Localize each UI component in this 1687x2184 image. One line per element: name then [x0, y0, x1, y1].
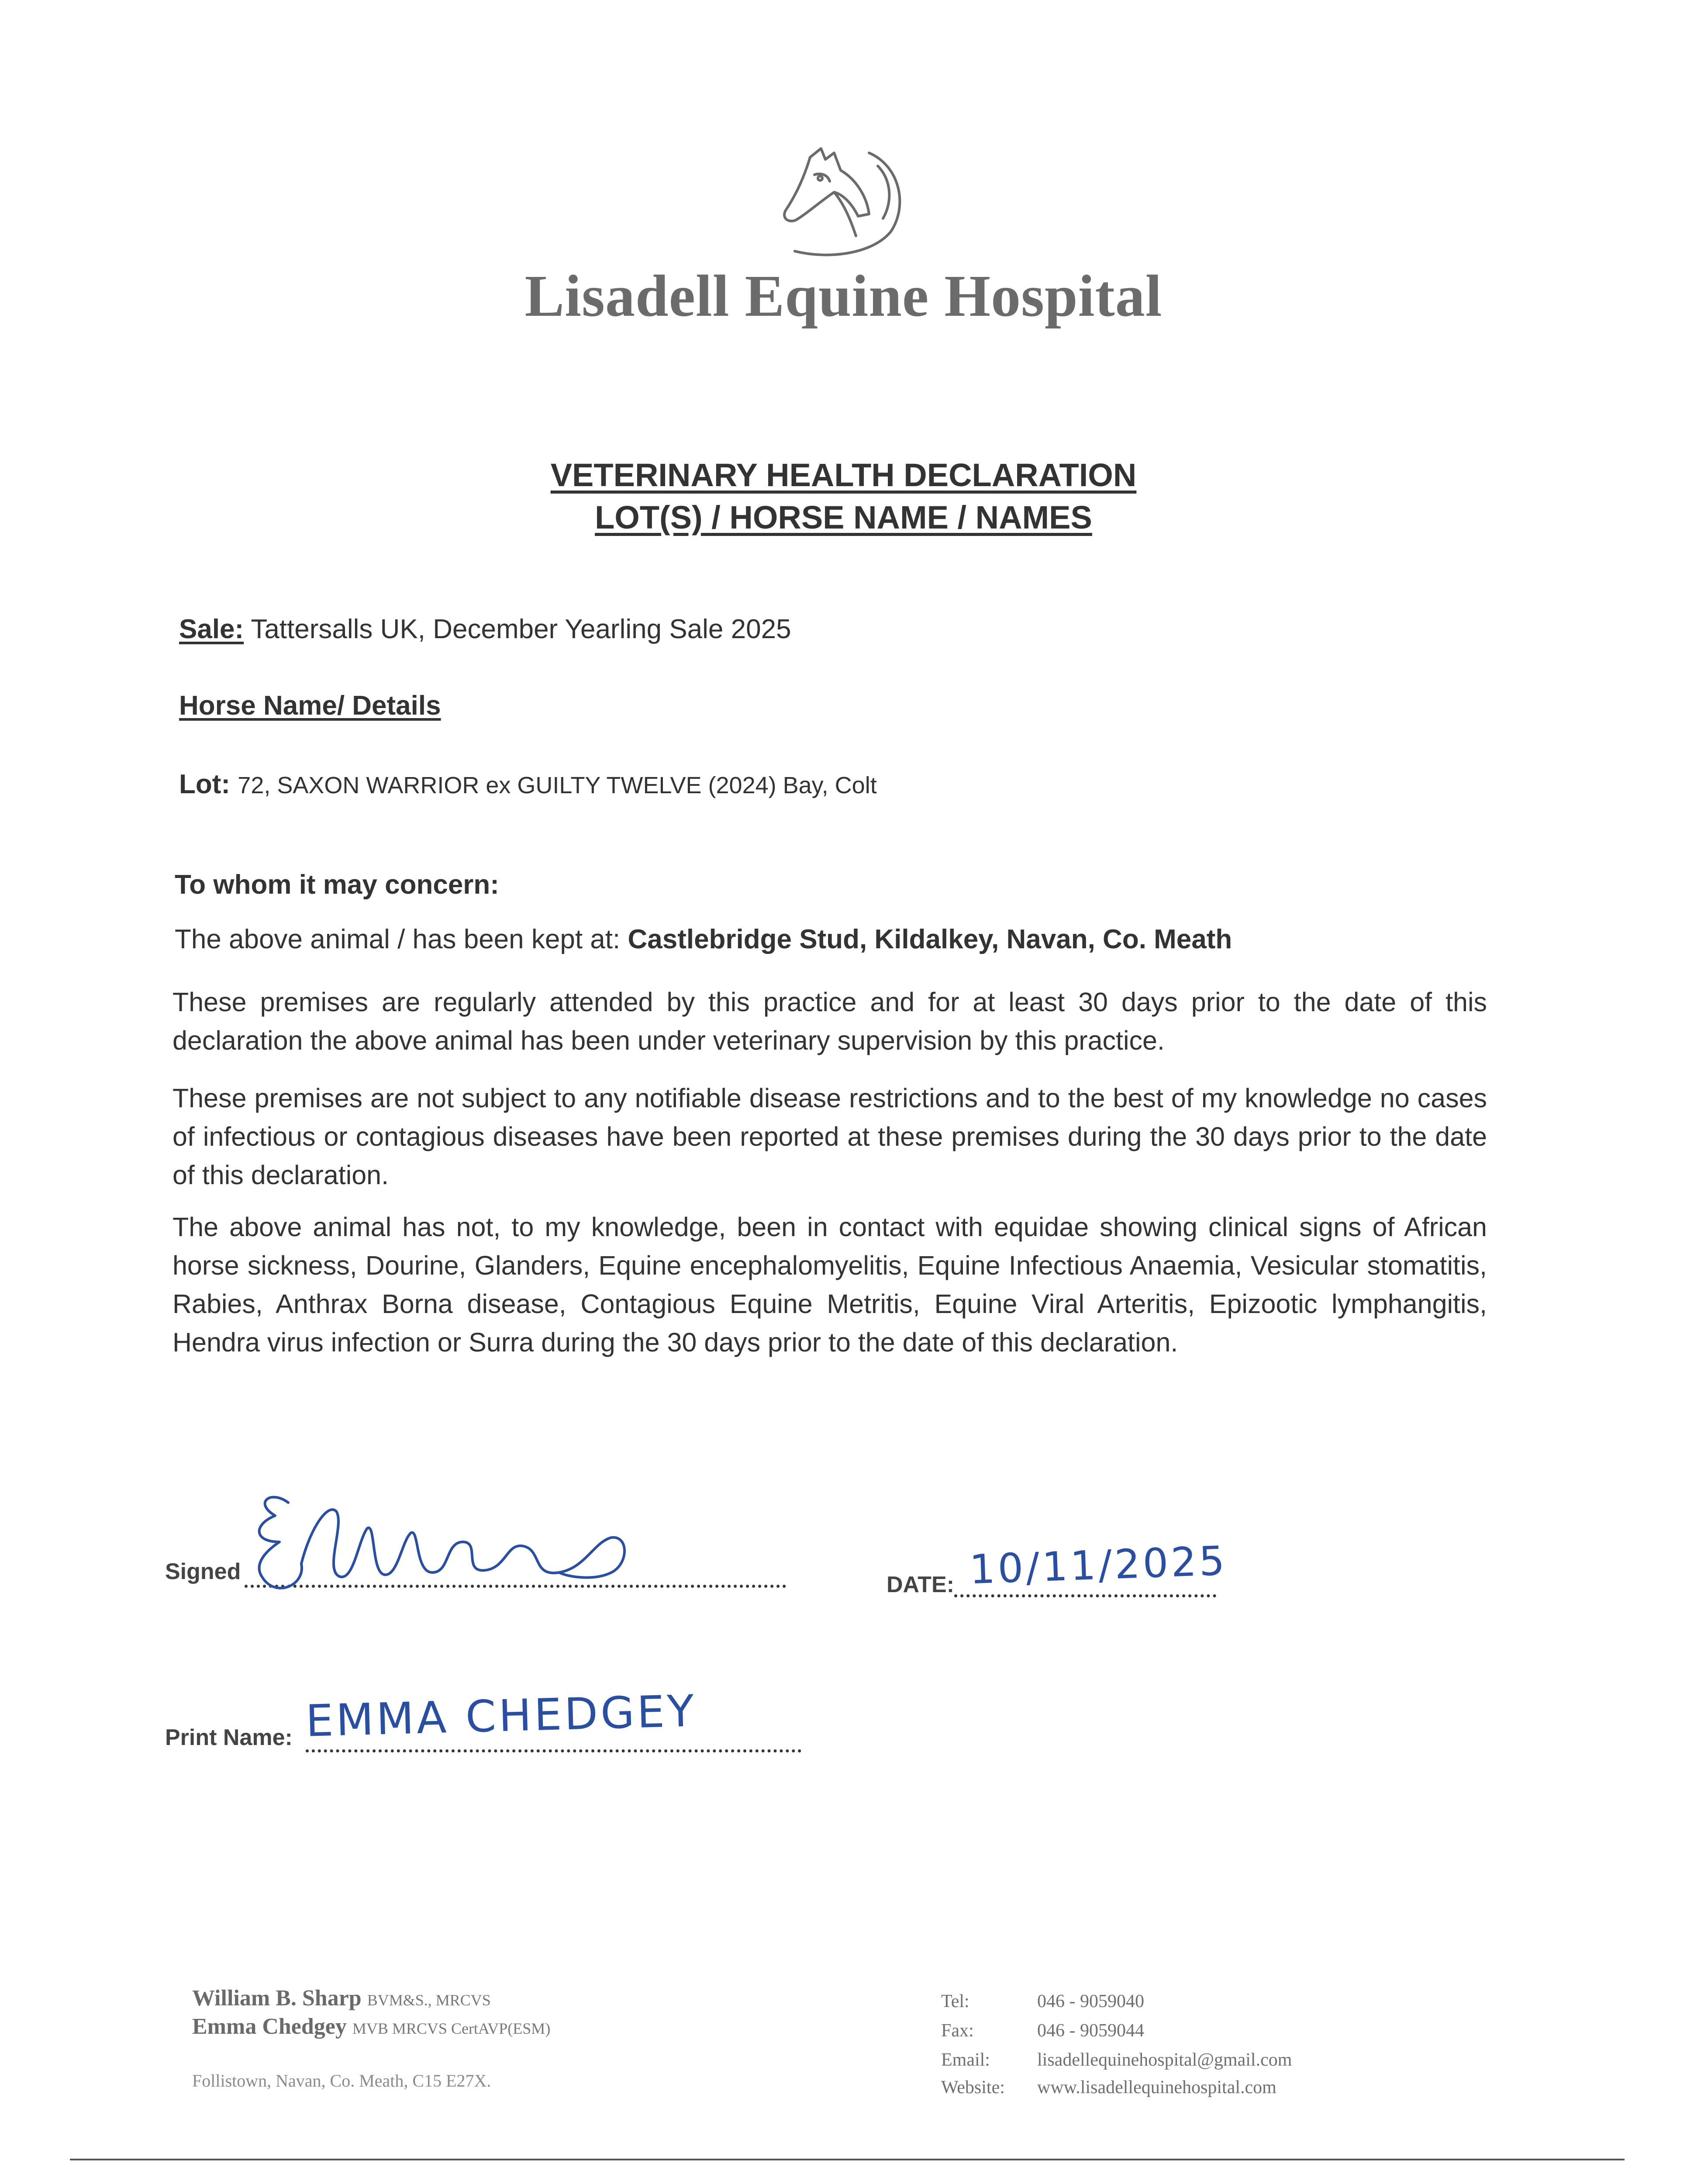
- email-label: Email:: [941, 2050, 990, 2070]
- print-name-line: [306, 1749, 801, 1752]
- website-value: www.lisadellequinehospital.com: [1037, 2077, 1276, 2098]
- document-subtitle: LOT(S) / HORSE NAME / NAMES: [595, 499, 1092, 536]
- horse-head-icon: [769, 140, 926, 266]
- lot-line: [179, 769, 877, 800]
- vet-qualifications: MVB MRCVS CertAVP(ESM): [352, 2020, 551, 2037]
- vet-william-sharp: [192, 1985, 491, 2011]
- contact-diseases-paragraph: The above animal has not, to my knowledge, been in contact with equidae showing clinical signs of African horse sickness, Dourine, Glanders, Equine encephalomyelitis, Equine Infectious Anaemia, Vesicular stomatitis, Rabies, Anthrax Borna disease, Contagious Equine Metritis, Equine Viral Arteritis, Epizootic lymphangitis, Hendra virus infection or Surra during the 30 days prior to the date of this declaration.: [172, 1212, 1487, 1357]
- sale-line: [179, 614, 791, 645]
- supervision-paragraph: These premises are regularly attended by this practice and for at least 30 days prior to the date of this declaration the above animal has been under veterinary supervision by this practice.: [172, 987, 1487, 1055]
- horse-details-heading: Horse Name/ Details: [179, 691, 441, 721]
- date-value: 10/11/2025: [969, 1537, 1228, 1593]
- sale-label: Sale:: [179, 614, 244, 644]
- vet-name: William B. Sharp: [192, 1986, 362, 2011]
- vet-emma-chedgey: [192, 2014, 550, 2039]
- website-label: Website:: [941, 2077, 1005, 2098]
- tel-label: Tel:: [941, 1991, 969, 2011]
- print-name-label: Print Name:: [165, 1725, 293, 1750]
- footer-rule: [70, 2159, 1625, 2160]
- handwritten-signature: [236, 1476, 673, 1607]
- hospital-name: Lisadell Equine Hospital: [524, 263, 1163, 329]
- kept-at-location: Castlebridge Stud, Kildalkey, Navan, Co. Meath: [628, 924, 1232, 954]
- vet-name: Emma Chedgey: [192, 2014, 347, 2039]
- tel-value: 046 - 9059040: [1037, 1991, 1144, 2011]
- print-name-value: EMMA CHEDGEY: [305, 1685, 697, 1747]
- lot-label: Lot:: [179, 769, 231, 799]
- email-value: lisadellequinehospital@gmail.com: [1037, 2050, 1292, 2070]
- restrictions-paragraph: These premises are not subject to any notifiable disease restrictions and to the best of my knowledge no cases of infectious or contagious diseases have been reported at these premises during the 30 days prior to the date of this declaration.: [172, 1083, 1487, 1190]
- signed-label: Signed: [165, 1559, 241, 1584]
- fax-value: 046 - 9059044: [1037, 2021, 1144, 2041]
- kept-at-text: The above animal / has been kept at:: [175, 924, 621, 954]
- kept-at-line: [175, 924, 1232, 955]
- lot-value: 72, SAXON WARRIOR ex GUILTY TWELVE (2024) Bay, Colt: [238, 772, 877, 798]
- practice-address: Follistown, Navan, Co. Meath, C15 E27X.: [192, 2071, 491, 2091]
- salutation: To whom it may concern:: [175, 870, 499, 900]
- document-title: VETERINARY HEALTH DECLARATION: [550, 457, 1137, 493]
- sale-value: Tattersalls UK, December Yearling Sale 2025: [251, 614, 791, 644]
- fax-label: Fax:: [941, 2021, 974, 2041]
- date-line: [954, 1594, 1216, 1597]
- vet-qualifications: BVM&S., MRCVS: [367, 1991, 491, 2009]
- date-label: DATE:: [887, 1572, 955, 1597]
